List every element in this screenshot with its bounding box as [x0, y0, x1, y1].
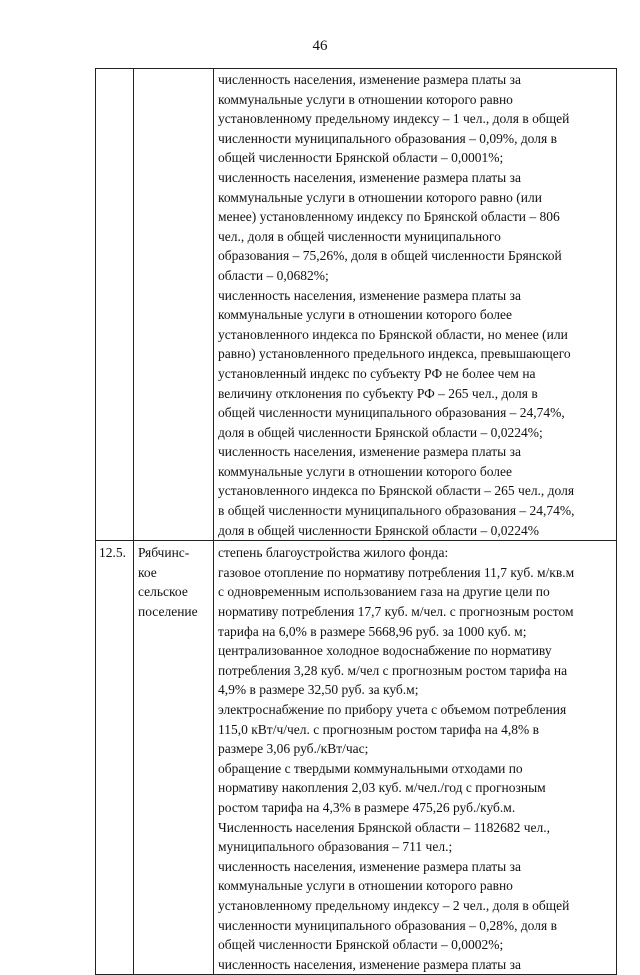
text-line: численность населения, изменение размера платы за [218, 72, 521, 87]
text-line: численность населения, изменение размера платы за [218, 956, 521, 972]
settlement-name-cell [134, 541, 214, 975]
text-line: чел., доля в общей численности муниципального [218, 228, 501, 244]
text-line: общей численности Брянской области – 0,0001%; [218, 150, 504, 166]
text-line: нормативу потребления 17,7 куб. м/чел. с прогнозным ростом [218, 604, 574, 620]
text-line: газовое отопление по нормативу потребления 11,7 куб. м/кв.м [218, 564, 575, 580]
text-line: степень благоустройства жилого фонда: [218, 545, 449, 561]
text-line: размере 3,06 руб./кВт/час; [218, 741, 369, 757]
text-line: области – 0,0682%; [218, 267, 329, 283]
text-line: численности муниципального образования – 0,09%, доля в [218, 130, 557, 146]
text-line: тарифа на 6,0% в размере 5668,96 руб. за 1000 куб. м; [218, 623, 527, 639]
text-line: электроснабжение по прибору учета с объемом потребления [218, 702, 567, 717]
text-line: численность населения, изменение размера платы за [218, 169, 521, 185]
text-line: коммунальные услуги в отношении которого равно [218, 878, 513, 894]
text-line: доля в общей численности Брянской области – 0,0224% [218, 522, 540, 538]
settlement-name-cell [134, 69, 214, 541]
text-line: равно) установленного предельного индекса, превышающего [218, 346, 571, 362]
text-line: общей численности Брянской области – 0,0002%; [218, 937, 504, 953]
text-line: ростом тарифа на 4,3% в размере 475,26 руб./куб.м. [218, 799, 516, 815]
text-line: численности муниципального образования – 0,28%, доля в [218, 917, 557, 933]
text-line: коммунальные услуги в отношении которого равно [218, 91, 513, 107]
text-line: менее) установленному индексу по Брянской области – 806 [218, 209, 560, 225]
text-line: централизованное холодное водоснабжение по нормативу [218, 643, 552, 659]
text-line: в общей численности муниципального образования – 24,74%, [218, 503, 575, 519]
text-line: 115,0 кВт/ч/чел. с прогнозным ростом тарифа на 4,8% в [218, 721, 539, 737]
settlement-name-line: сельское [138, 584, 188, 600]
settlement-name-line: Рябчинс- [138, 545, 190, 561]
text-line: потребления 3,28 куб. м/чел с прогнозным ростом тарифа на [218, 662, 568, 678]
text-line: установленного индекса по Брянской области, но менее (или [218, 326, 568, 342]
text-line: с одновременным использованием газа на другие цели по [218, 584, 550, 600]
text-line: обращение с твердыми коммунальными отходами по [218, 760, 523, 776]
text-line: коммунальные услуги в отношении которого более [218, 463, 512, 479]
settlement-name-line: поселение [138, 604, 198, 620]
text-line: установленному предельному индексу – 1 чел., доля в общей [218, 111, 570, 127]
table-row [96, 69, 617, 541]
text-line: образования – 75,26%, доля в общей численности Брянской [218, 248, 562, 264]
text-line: общей численности муниципального образования – 24,74%, [218, 405, 565, 421]
text-line: 4,9% в размере 32,50 руб. за куб.м; [218, 682, 419, 698]
page-number: 46 [312, 38, 328, 54]
text-line: установленному предельному индексу – 2 чел., доля в общей [218, 897, 570, 913]
row-content-cell [214, 69, 617, 541]
text-line: коммунальные услуги в отношении которого равно (или [218, 189, 542, 205]
text-line: величину отклонения по субъекту РФ – 265 чел., доля в [218, 385, 538, 401]
text-line: Численность населения Брянской области – 1182682 чел., [218, 819, 550, 835]
text-line: установленного индекса по Брянской области – 265 чел., доля [218, 483, 575, 499]
row-number-cell [96, 69, 134, 541]
row-content-cell [214, 541, 617, 975]
text-line: муниципального образования – 711 чел.; [218, 839, 453, 855]
table-row [96, 541, 617, 975]
text-line: численность населения, изменение размера платы за [218, 287, 521, 303]
settlement-name-line: кое [138, 564, 157, 580]
document-table [95, 68, 617, 975]
text-line: коммунальные услуги в отношении которого более [218, 307, 512, 323]
text-line: доля в общей численности Брянской области – 0,0224%; [218, 424, 543, 440]
text-line: численность населения, изменение размера платы за [218, 858, 521, 874]
text-line: численность населения, изменение размера платы за [218, 444, 521, 460]
text-line: нормативу накопления 2,03 куб. м/чел./год с прогнозным [218, 780, 546, 796]
text-line: установленный индекс по субъекту РФ не более чем на [218, 365, 536, 381]
row-number-cell: 12.5. [96, 541, 134, 975]
